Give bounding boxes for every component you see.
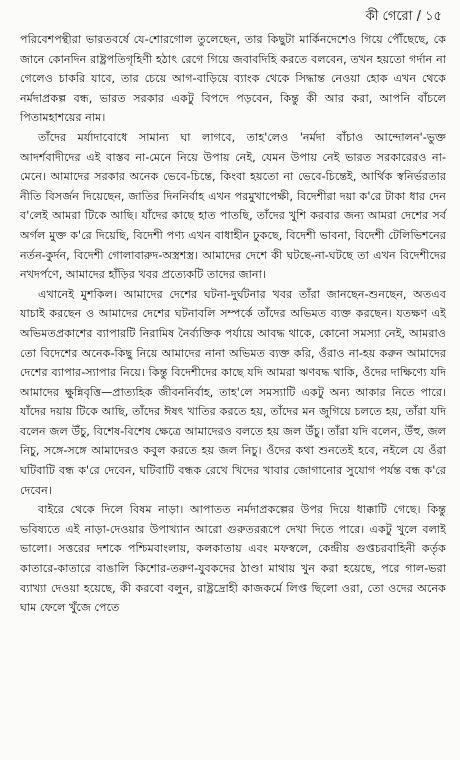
running-head: কী গেরো / ১৫ xyxy=(365,9,442,24)
paragraph: এখানেই মুশকিল। আমাদের দেশের ঘটনা-দুর্ঘটনার খবর তাঁরা জানছেন-শুনছেন, অতএব যাচাই করছেন ও আমাদের দেশের ঘটনাবলি সম্পর্কে তাঁদের অভিমত ব্যক্ত করছেন। যতক্ষণ এই অভিমতপ্রকাশের ব্যাপারটি নিরামিষ নৈর্ব্যক্তিক পর্যায়ে আবদ্ধ থাকে, কোনো সমস্যা নেই, আমরাও তো বিদেশের অনেক-কিছু নিয়ে আমাদের নানা অভিমত ব্যক্ত করি, ওঁরাও না-হয় করুন আমাদের দেশের ব্যাপার-স্যাপার নিয়ে। কিন্তু বিদেশীদের কাছে যদি আমরা ঋণবদ্ধ থাকি, ওঁদের দাক্ষিণ্যে যদি আমাদের ক্ষুন্নিবৃত্তি—প্রাত্যহিক জীবননির্বাহ, তাহ'লে সমস্যাটি একটু অন্য আকার নিতে পারে। যাঁদের দয়ায় টিকে আছি, তাঁদের ঈষৎ খাতির করতে হয়, তাঁদের মন জুগিয়ে চলতে হয়, তাঁরা যদি বলেন জল উঁচু, বিশেষ-বিশেষ ক্ষেত্রে আমাদেরও বলতে হয় জল উঁচু। তাঁরা যদি বলেন, উঁহু, জল নিচু, সঙ্গে-সঙ্গে আমাদেরও কবুল করতে হয় জল নিচু। ওঁদের কথা শুনতেই হবে, নইলে যে ওঁরা ঘটিবাটি বন্ধ ক'রে দেবেন, ঘটিবাটি বন্ধক রেখে খিদের খাবার জোগানোর সুযোগ পর্যন্ত বন্ধ ক'রে দেবেন। xyxy=(20,287,446,497)
paragraph: তাঁদের মর্যাদাবোধে সামান্য ঘা লাগবে, তাহ'লেও 'নর্মদা বাঁচাও আন্দোলন'-ভুক্ত আদর্শবাদীদের এই বাস্তব না-মেনে নিয়ে উপায় নেই, যেমন উপায় নেই ভারত সরকারেরও না-মেনে। আমাদের সরকার অনেক ভেবে-চিন্তে, কিংবা হয়তো না ভেবে-চিন্তেই, আর্থিক স্বনির্ভরতার নীতি বিসর্জন দিয়েছেন, জাতির দিননির্বাহ এখন পরমুখাপেক্ষী, বিদেশীরা দয়া ক'রে টাকা ধার দেন ব'লেই আমরা টিকে আছি। যাঁদের কাছে হাত পাতছি, তাঁদের খুশি করবার জন্য আমরা দেশের সর্ব অর্গল মুক্ত ক'রে দিয়েছি, বিদেশী পণ্য এখন বাধাহীন ঢুকছে, বিদেশী ভাবনা, বিদেশী টেলিভিশনের নর্তন-কুর্দন, বিদেশী গোলাবারুদ-অস্ত্রশস্ত্র। আমাদের দেশে কী ঘটছে-না-ঘটছে তা এখন বিদেশীদের নখদর্পণে, আমাদের হাঁড়ির খবর প্রত্যেকটি তাদের জানা। xyxy=(20,130,446,282)
paragraph: পরিবেশপন্থীরা ভারতবর্ষে যে-শোরগোল তুলেছেন, তার কিছুটা মার্কিনদেশেও গিয়ে পৌঁছেছে, কে জানে কোনদিন রাষ্ট্রপতিগৃহিণী হঠাৎ রেগে গিয়ে জবাবদিহি করতে বলবেন, তখন হয়তো গর্দান না গেলেও চাকরি যাবে, তার চেয়ে আগ-বাড়িয়ে ব্যাংক থেকে সিদ্ধান্ত নেওয়া হোক এখন থেকে নর্মদাপ্রকল্প বন্ধ, ভারত সরকার একটু বিপদে পড়বেন, কিন্তু কী আর করা, আপনি বাঁচলে পিতামহাশয়ের নাম। xyxy=(20,33,446,125)
paragraph: বাইরে থেকে দিলে বিষম নাড়া। আপাতত নর্মদাপ্রকল্পের উপর দিয়ে ধাক্কাটি গেছে। কিন্তু ভবিষ্যতে এই নাড়া-দেওয়ার উপাখ্যান আরো গুরুতররূপে দেখা দিতে পারে। একটু খুলে বলাই ভালো। সত্তরের দশকে পশ্চিমবাংলায়, কলকাতায় এবং মফস্বলে, কেন্দ্রীয় গুপ্তচরবাহিনী কর্তৃক কাতারে-কাতারে বাঙালি কিশোর-তরুণ-যুবকদের ঠাণ্ডা মাথায় খুন করা হয়েছে, পরে গাল-ভরা ব্যাখ্যা দেওয়া হয়েছে, কী করবো বলুন, রাষ্ট্রদ্রোহী কাজকর্মে লিপ্ত ছিলো ওরা, তো ওদের অনেক ঘাম ফেলে খুঁজে পেতে xyxy=(20,503,446,615)
body-text xyxy=(20,30,446,618)
